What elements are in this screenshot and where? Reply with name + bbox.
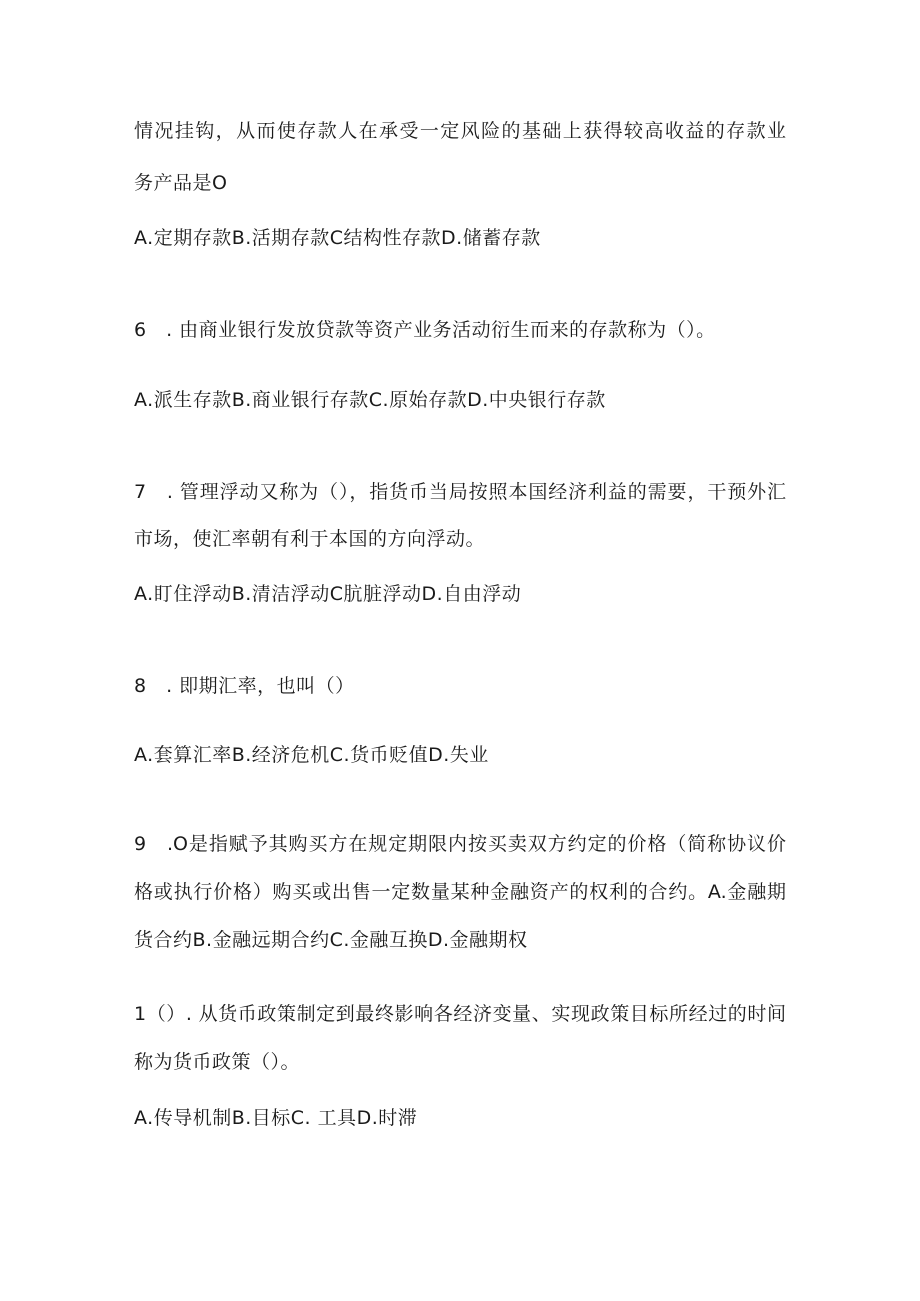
question-8: 8 . 即期汇率，也叫（） <box>134 675 355 697</box>
answer-options: A.套算汇率B.经济危机C.货币贬值D.失业 <box>134 744 489 766</box>
question-6: 6 . 由商业银行发放贷款等资产业务活动衍生而来的存款称为（）。 <box>134 319 716 341</box>
answer-options: A.定期存款B.活期存款C结构性存款D.储蓄存款 <box>134 227 541 249</box>
answer-options: A.盯住浮动B.清洁浮动C肮脏浮动D.自由浮动 <box>134 583 522 605</box>
text-line: 情况挂钩，从而使存款人在承受一定风险的基础上获得较高收益的存款业 <box>134 120 786 142</box>
question-10: 1（）. 从货币政策制定到最终影响各经济变量、实现政策目标所经过的时间 <box>134 1003 786 1025</box>
answer-options: A.传导机制B.目标C. 工具D.时滞 <box>134 1107 418 1129</box>
text-line: 市场，使汇率朝有利于本国的方向浮动。 <box>134 528 486 550</box>
text-line: 称为货币政策（）。 <box>134 1051 301 1073</box>
text-line: 货合约B.金融远期合约C.金融互换D.金融期权 <box>134 929 528 951</box>
question-7: 7 . 管理浮动又称为（），指货币当局按照本国经济利益的需要，干预外汇 <box>134 481 786 503</box>
text-line: 格或执行价格）购买或出售一定数量某种金融资产的权利的合约。A.金融期 <box>134 881 786 903</box>
text-line: 务产品是O <box>134 172 228 194</box>
answer-options: A.派生存款B.商业银行存款C.原始存款D.中央银行存款 <box>134 389 606 411</box>
question-9: 9 .O是指赋予其购买方在规定期限内按买卖双方约定的价格（简称协议价 <box>134 833 786 855</box>
